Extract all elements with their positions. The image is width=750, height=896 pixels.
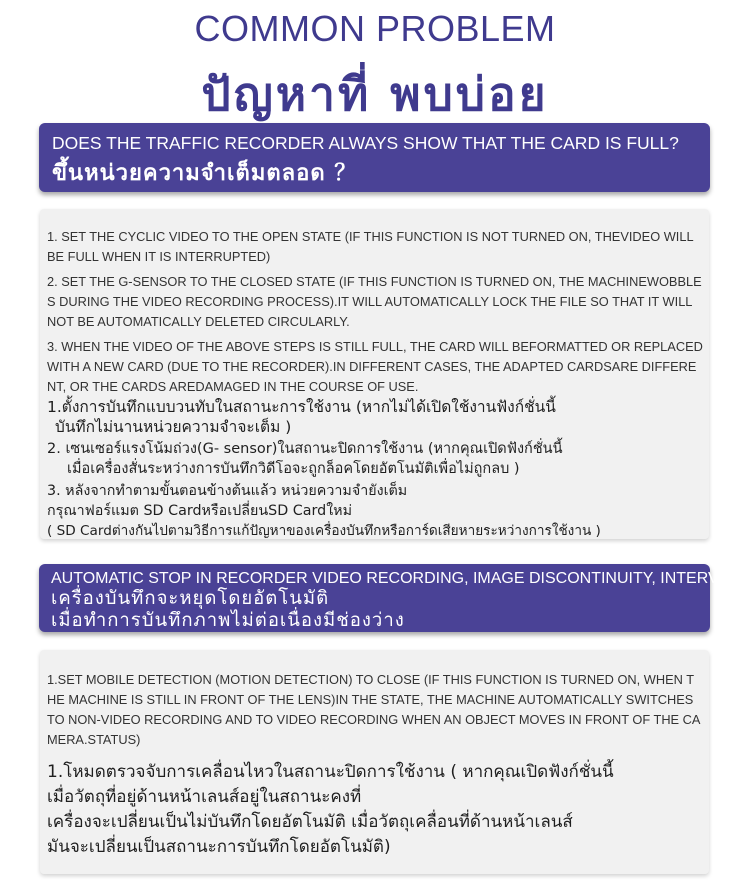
section2-heading-en: AUTOMATIC STOP IN RECORDER VIDEO RECORDING, IMAGE DISCONTINUITY, INTERVAL: [51, 570, 738, 587]
section1-panel: [40, 209, 709, 539]
section1-en-item-2: 2. SET THE G-SENSOR TO THE CLOSED STATE (IF THIS FUNCTION IS TURNED ON, THE MACHINEWOBBLES DURING THE VIDEO RECORDING PROCESS).IT WILL AUTOMATICALLY LOCK THE FILE SO THAT IT WILL NOT BE AUTOMATICALLY DELETED CIRCULARLY.: [47, 274, 702, 329]
section2-panel: [40, 650, 709, 874]
section2-th-line3: เครื่องจะเปลี่ยนเป็นไม่บันทึกโดยอัตโนมัติ เมื่อวัตถุเคลื่อนที่ด้านหน้าเลนส์: [47, 812, 573, 832]
th-item3-line2: กรุณาฟอร์แมต SD Cardหรือเปลี่ยนSD Cardใหม่: [47, 503, 353, 519]
section1-banner: [39, 123, 710, 192]
section2-th-item-1: [47, 760, 703, 860]
section1-th-item-2: [47, 439, 703, 479]
section2-th-line2: เมื่อวัตถุที่อยู่ด้านหน้าเลนส์อยู่ในสถานะคงที่: [47, 787, 362, 807]
page-title-en: COMMON PROBLEM: [194, 8, 556, 49]
section2-en-item-1: 1.SET MOBILE DETECTION (MOTION DETECTION) TO CLOSE (IF THIS FUNCTION IS TURNED ON, WHEN THE MACHINE IS STILL IN FRONT OF THE LENS)IN THE STATE, THE MACHINE AUTOMATICALLY SWITCHES TO NON-VIDEO RECORDING AND TO VIDEO RECORDING WHEN AN OBJECT MOVES IN FRONT OF THE CAMERA.STATUS): [47, 672, 701, 747]
section2-th-line4: มันจะเปลี่ยนเป็นสถานะการบันทึกโดยอัตโนมัติ): [47, 837, 391, 857]
section1-th-item-3: [47, 481, 703, 541]
section1-heading-th: ขึ้นหน่วยความจำเต็มตลอด ？: [52, 161, 358, 186]
section2-th-line1: 1.โหมดตรวจจับการเคลื่อนไหวในสถานะปิดการใช้งาน ( หากคุณเปิดฟังก์ชั่นนี้: [47, 762, 614, 782]
section1-heading-en: DOES THE TRAFFIC RECORDER ALWAYS SHOW THAT THE CARD IS FULL?: [52, 133, 679, 153]
th-item2-line2: เมื่อเครื่องสั่นระหว่างการบันทึกวิดีโอจะถูกล็อคโดยอัตโนมัติเพื่อไม่ถูกลบ ): [67, 461, 520, 477]
section2-heading-th-line1: เครื่องบันทึกจะหยุดโดยอัตโนมัติ: [51, 588, 330, 609]
th-item3-line3: ( SD Cardต่างกันไปตามวิธีการแก้ปัญหาของเครื่องบันทึกหรือการ์ดเสียหายระหว่างการใช้งาน ): [47, 523, 601, 539]
section1-en-item-3: 3. WHEN THE VIDEO OF THE ABOVE STEPS IS STILL FULL, THE CARD WILL BEFORMATTED OR REPLACED WITH A NEW CARD (DUE TO THE RECORDER).IN DIFFERENT CASES, THE ADAPTED CARDSARE DIFFERENT, OR THE CARDS AREDAMAGED IN THE COURSE OF USE.: [47, 339, 703, 394]
section1-en-item-1: 1. SET THE CYCLIC VIDEO TO THE OPEN STATE (IF THIS FUNCTION IS NOT TURNED ON, THEVIDEO WILL BE FULL WHEN IT IS INTERRUPTED): [47, 229, 694, 264]
page-title-th: ปัญหาที่ พบบ่อย: [201, 67, 549, 121]
th-item3-line1: 3. หลังจากทำตามขั้นตอนข้างต้นแล้ว หน่วยความจำยังเต็ม: [47, 483, 408, 499]
section2-banner: [39, 564, 738, 632]
th-item2-line1: 2. เซนเซอร์แรงโน้มถ่วง(G- sensor)ในสถานะปิดการใช้งาน (หากคุณเปิดฟังก์ชั่นนี้: [47, 441, 563, 457]
section2-heading-th-line2: เมื่อทำการบันทึกภาพไม่ต่อเนื่องมีช่องว่าง: [51, 610, 405, 631]
th-item1-line1: 1.ตั้งการบันทึกแบบวนทับในสถานะการใช้งาน (หากไม่ได้เปิดใช้งานฟังก์ชั่นนี้: [47, 398, 556, 416]
section1-th-item-1: [47, 397, 703, 437]
th-item1-line2: บันทึกไม่นานหน่วยความจำจะเต็ม ): [55, 418, 292, 436]
